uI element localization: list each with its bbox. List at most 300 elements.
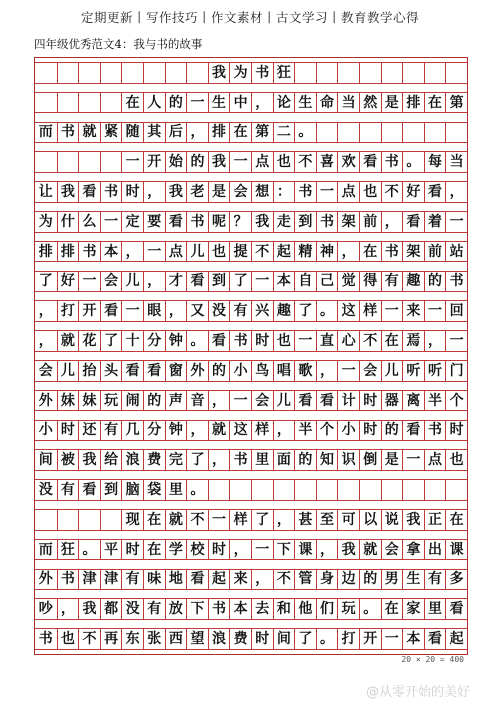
grid-cell: 。 [186,479,208,501]
grid-cell: 一 [251,539,273,561]
grid-cell: 妹 [78,390,100,412]
grid-cell: 开 [359,628,381,650]
site-nav: 定期更新丨写作技巧丨作文素材丨古文学习丨教育教学心得 [80,10,419,25]
grid-row [35,211,467,233]
grid-cell: 平 [100,539,122,561]
grid-cell: 看 [402,420,424,442]
grid-cell: 玩 [100,390,122,412]
grid-cell: 时 [359,420,381,442]
grid-cell [100,92,122,114]
grid-cell: 在 [359,241,381,263]
grid-cell: 一 [294,330,316,352]
grid-cell: 己 [316,271,338,293]
grid-cell: 起 [273,241,295,263]
grid-cell: 听 [424,360,446,382]
essay-title: 四年级优秀范文4：我与书的故事 [34,37,203,51]
grid-cell [251,479,273,501]
grid-cell: 边 [337,569,359,591]
grid-cell: 声 [165,390,187,412]
grid-cell [445,122,467,144]
grid-cell [121,62,143,84]
grid-cell: 书 [381,151,403,173]
grid-cell: 。 [316,628,338,650]
grid-cell: 一 [100,211,122,233]
grid-cell: 看 [121,360,143,382]
grid-cell: 出 [424,539,446,561]
grid-cell: 开 [143,151,165,173]
grid-cell: 第 [251,122,273,144]
grid-cell: 家 [402,598,424,620]
grid-cell: 点 [337,181,359,203]
grid-cell: 就 [165,509,187,531]
grid-cell: 看 [359,151,381,173]
grid-cell [100,151,122,173]
grid-cell: 。 [316,300,338,322]
grid-cell: 排 [208,122,230,144]
grid-cell: 去 [251,598,273,620]
grid-cell: 不 [381,181,403,203]
grid-cell: 我 [78,598,100,620]
grid-cell: 提 [229,241,251,263]
grid-cell: ， [251,569,273,591]
grid-cell: 回 [445,300,467,322]
grid-cell: 会 [251,390,273,412]
grid-cell: 来 [229,569,251,591]
grid-cell: ， [251,92,273,114]
grid-cell [165,62,187,84]
grid-cell: 喜 [316,151,338,173]
grid-cell: 本 [100,241,122,263]
grid-cell: 要 [143,211,165,233]
grid-cell: ， [208,390,230,412]
grid-cell: 有 [121,569,143,591]
grid-cell: ， [186,122,208,144]
grid-cell: 的 [186,151,208,173]
grid-cell: 个 [316,420,338,442]
grid-cell [57,509,79,531]
grid-cell [294,479,316,501]
grid-cell: 想 [251,181,273,203]
grid-cell: 一 [402,449,424,471]
grid-cell: 倒 [359,449,381,471]
grid-cell: 儿 [381,360,403,382]
grid-row [35,569,467,591]
grid-cell [100,62,122,84]
grid-cell: 小 [337,420,359,442]
grid-cell: 多 [445,569,467,591]
grid-cell [402,479,424,501]
grid-cell: 的 [143,390,165,412]
grid-cell: 直 [316,330,338,352]
grid-cell: 。 [359,598,381,620]
grid-cell: 会 [381,539,403,561]
grid-row [35,420,467,442]
grid-cell: 又 [186,300,208,322]
grid-cell: 而 [35,122,57,144]
grid-cell: ， [381,211,403,233]
grid-cell: 儿 [273,390,295,412]
grid-cell: 着 [424,211,446,233]
grid-row [35,330,467,352]
grid-cell: 开 [78,300,100,322]
grid-cell: 了 [294,628,316,650]
grid-cell: 书 [316,211,338,233]
grid-cell: 面 [273,449,295,471]
grid-cell: 有 [229,300,251,322]
grid-cell: 我 [208,151,230,173]
grid-cell: 个 [445,390,467,412]
grid-cell: 二 [273,122,295,144]
grid-cell: 时 [208,539,230,561]
grid-cell: 离 [402,390,424,412]
grid-cell: 了 [251,509,273,531]
grid-cell: 是 [208,181,230,203]
grid-cell: 学 [165,539,187,561]
grid-paper [34,57,468,655]
grid-cell: 排 [57,241,79,263]
grid-cell: 好 [402,181,424,203]
grid-cell: 有 [424,569,446,591]
grid-cell: 书 [229,449,251,471]
grid-cell: 听 [402,360,424,382]
grid-cell [337,62,359,84]
grid-cell: 书 [424,420,446,442]
grid-cell: 生 [208,92,230,114]
grid-cell: 为 [229,62,251,84]
grid-cell: 神 [316,241,338,263]
grid-cell: 自 [294,271,316,293]
grid-cell: 论 [273,92,295,114]
grid-cell: 我 [402,509,424,531]
grid-cell: 人 [143,92,165,114]
grid-cell: 为 [35,211,57,233]
grid-cell: 书 [78,241,100,263]
grid-cell: 第 [445,92,467,114]
grid-cell: 门 [445,360,467,382]
grid-cell [445,479,467,501]
grid-cell: 了 [294,300,316,322]
grid-row [35,62,467,84]
grid-cell: 有 [100,420,122,442]
grid-cell: 一 [121,300,143,322]
grid-cell: 让 [35,181,57,203]
grid-cell: 看 [186,569,208,591]
grid-cell: 看 [208,330,230,352]
grid-cell [402,122,424,144]
grid-cell: 我 [57,181,79,203]
grid-cell: 样 [359,300,381,322]
grid-cell: 里 [165,479,187,501]
grid-cell: 么 [78,211,100,233]
grid-cell: 也 [273,330,295,352]
grid-cell: 也 [359,181,381,203]
grid-cell: 书 [251,62,273,84]
grid-cell: ， [186,420,208,442]
grid-cell: 津 [78,569,100,591]
grid-cell: 没 [35,479,57,501]
grid-row [35,181,467,203]
grid-cell: 每 [424,151,446,173]
grid-cell: 会 [100,271,122,293]
grid-cell: 知 [316,449,338,471]
grid-cell: 眼 [143,300,165,322]
grid-cell: ， [424,330,446,352]
grid-cell: 焉 [402,330,424,352]
grid-cell: 时 [121,539,143,561]
grid-cell: 吵 [35,598,57,620]
grid-cell [359,122,381,144]
grid-cell: 不 [273,569,295,591]
grid-cell: 一 [424,300,446,322]
grid-cell: 半 [294,420,316,442]
grid-cell [316,62,338,84]
grid-cell: 书 [294,181,316,203]
grid-cell [359,479,381,501]
grid-cell: 打 [337,628,359,650]
grid-cell: 看 [424,628,446,650]
grid-cell: 看 [165,211,187,233]
grid-cell: 他 [294,598,316,620]
grid-row [35,241,467,263]
grid-cell: 抬 [78,360,100,382]
grid-cell: 都 [100,598,122,620]
grid-row [35,479,467,501]
grid-cell: 我 [208,62,230,84]
grid-cell: 随 [121,122,143,144]
grid-cell [35,92,57,114]
grid-cell: 花 [78,330,100,352]
grid-cell: 拿 [402,539,424,561]
grid-cell: 书 [208,598,230,620]
grid-cell: 到 [100,479,122,501]
grid-cell: 校 [186,539,208,561]
grid-cell: 不 [359,330,381,352]
grid-row [35,509,467,531]
grid-cell: 歌 [294,360,316,382]
grid-cell: 是 [381,449,403,471]
grid-cell: 十 [121,330,143,352]
grid-cell: 看 [186,271,208,293]
grid-cell: ， [445,181,467,203]
grid-cell: 在 [143,509,165,531]
grid-cell: 器 [381,390,403,412]
grid-cell: 书 [186,211,208,233]
grid-cell: 看 [100,300,122,322]
grid-cell: 的 [165,92,187,114]
grid-cell: ： [273,181,295,203]
grid-cell: 下 [273,539,295,561]
grid-cell: 心 [337,330,359,352]
grid-cell: 排 [35,241,57,263]
grid-cell: 里 [251,449,273,471]
grid-cell: 才 [165,271,187,293]
grid-cell: 时 [121,181,143,203]
grid-cell: 看 [78,181,100,203]
grid-row [35,122,467,144]
grid-cell [57,151,79,173]
grid-cell: 味 [143,569,165,591]
grid-cell: 在 [424,92,446,114]
grid-cell: 男 [381,569,403,591]
grid-cell: 外 [35,390,57,412]
grid-cell: 点 [251,151,273,173]
grid-cell: ， [229,539,251,561]
grid-cell: 音 [186,390,208,412]
grid-cell: 书 [229,330,251,352]
grid-cell: 浪 [208,628,230,650]
grid-cell: 就 [78,122,100,144]
grid-cell [424,62,446,84]
grid-cell: 书 [57,122,79,144]
grid-cell: 来 [402,300,424,322]
grid-cell: 生 [294,92,316,114]
grid-cell: 闹 [121,390,143,412]
grid-cell: 不 [294,151,316,173]
grid-cell: ， [273,509,295,531]
grid-row [35,390,467,412]
grid-cell [78,509,100,531]
grid-cell: 本 [229,598,251,620]
grid-cell [35,509,57,531]
grid-cell: 趣 [273,300,295,322]
grid-cell: 不 [78,628,100,650]
grid-cell: ， [121,241,143,263]
grid-cell: 分 [143,330,165,352]
grid-cell: 一 [143,241,165,263]
grid-cell: 有 [143,598,165,620]
grid-cell: 书 [100,181,122,203]
grid-cell: 看 [424,181,446,203]
grid-cell: 的 [294,449,316,471]
grid-cell: 以 [359,509,381,531]
grid-cell: ， [35,330,57,352]
grid-cell: 有 [57,479,79,501]
grid-cell: 就 [57,330,79,352]
grid-cell: 半 [424,390,446,412]
grid-cell: 甚 [294,509,316,531]
grid-cell: 生 [402,569,424,591]
grid-cell: 好 [57,271,79,293]
grid-cell: 的 [424,271,446,293]
grid-cell: 而 [35,539,57,561]
grid-cell: 中 [229,92,251,114]
grid-cell: 欢 [337,151,359,173]
grid-cell: 被 [57,449,79,471]
grid-cell: 始 [165,151,187,173]
grid-cell: 至 [316,509,338,531]
grid-cell: 和 [273,598,295,620]
grid-cell: 老 [186,181,208,203]
grid-count: 20 × 20 = 400 [401,655,464,664]
grid-cell: 在 [381,598,403,620]
grid-cell: 看 [78,479,100,501]
grid-cell: 这 [229,420,251,442]
grid-cell: 里 [424,598,446,620]
grid-cell: 小 [35,420,57,442]
grid-cell: 时 [251,330,273,352]
grid-cell: 地 [165,569,187,591]
grid-row [35,539,467,561]
grid-cell: 架 [402,241,424,263]
grid-cell: 可 [337,509,359,531]
grid-cell: 管 [294,569,316,591]
grid-row [35,628,467,650]
grid-cell: 一 [229,390,251,412]
grid-cell: 趣 [402,271,424,293]
grid-cell: 没 [121,598,143,620]
grid-cell: 书 [35,628,57,650]
grid-cell: 身 [316,569,338,591]
grid-cell: 儿 [121,271,143,293]
grid-cell [208,479,230,501]
grid-cell: 不 [186,509,208,531]
grid-cell: 时 [359,390,381,412]
grid-cell: ， [57,598,79,620]
grid-cell: 望 [186,628,208,650]
grid-cell: 走 [273,211,295,233]
grid-cell: 西 [165,628,187,650]
grid-cell: 玩 [337,598,359,620]
grid-cell: 我 [78,449,100,471]
grid-cell: 在 [229,122,251,144]
grid-cell: ， [273,420,295,442]
grid-cell [57,62,79,84]
grid-cell [186,62,208,84]
grid-cell [424,122,446,144]
grid-cell: 的 [381,420,403,442]
grid-cell: ， [316,360,338,382]
grid-row [35,449,467,471]
grid-cell: 书 [57,569,79,591]
grid-cell: 钟 [165,420,187,442]
grid-cell: 外 [186,360,208,382]
grid-cell: 一 [316,181,338,203]
grid-cell: 了 [229,271,251,293]
grid-cell: 本 [273,271,295,293]
grid-row [35,300,467,322]
grid-cell: ？ [229,211,251,233]
grid-cell: 在 [143,539,165,561]
grid-cell: 儿 [57,360,79,382]
grid-cell: 小 [229,360,251,382]
grid-cell: 放 [165,598,187,620]
grid-cell: 紧 [100,122,122,144]
grid-cell: 在 [381,330,403,352]
grid-cell: 一 [381,628,403,650]
grid-cell: 在 [445,509,467,531]
grid-cell: 看 [143,360,165,382]
grid-cell [35,151,57,173]
grid-cell: ， [143,181,165,203]
grid-cell [57,92,79,114]
grid-cell: 给 [100,449,122,471]
grid-cell: 说 [381,509,403,531]
grid-cell: 窗 [165,360,187,382]
grid-cell: 前 [359,211,381,233]
grid-cell: 间 [273,628,295,650]
grid-cell [229,479,251,501]
grid-cell: 一 [445,330,467,352]
grid-cell: 我 [337,539,359,561]
grid-cell: 计 [337,390,359,412]
grid-cell: 识 [337,449,359,471]
grid-cell [381,479,403,501]
grid-cell: 兴 [251,300,273,322]
grid-cell: 狂 [57,539,79,561]
grid-cell: ， [337,241,359,263]
grid-cell: 书 [445,271,467,293]
grid-cell: 一 [208,509,230,531]
